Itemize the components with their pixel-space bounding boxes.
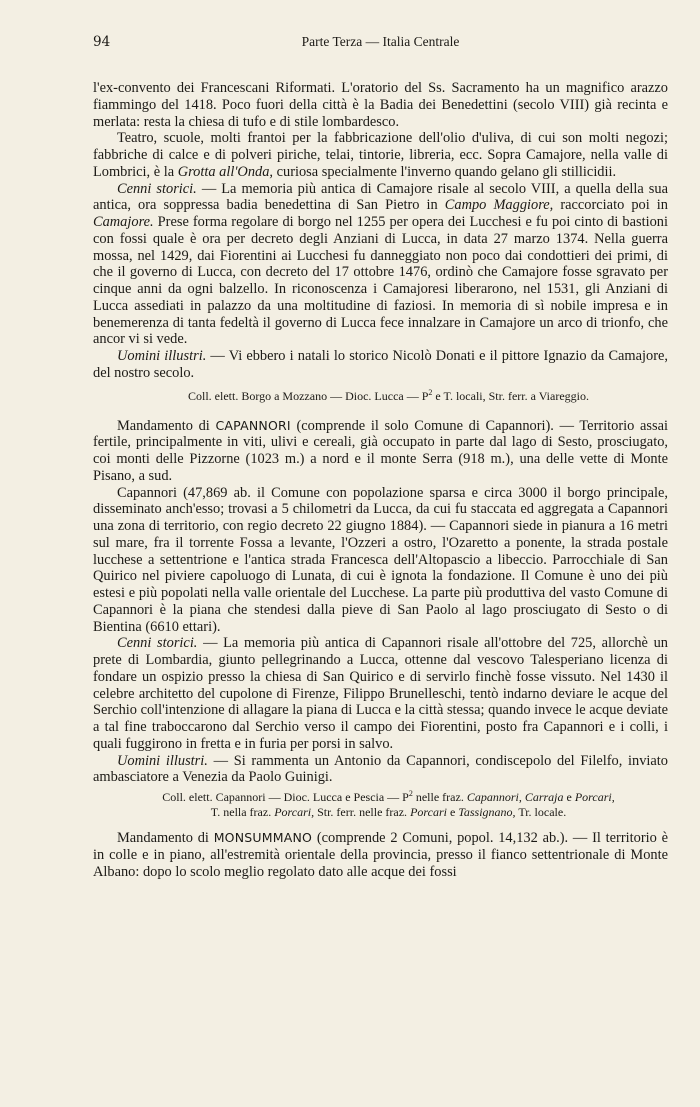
paragraph-camajore-industry: Teatro, scuole, molti frantoi per la fabbricazione dell'olio d'uliva, di cui son molti negozi; fabbriche di calce e di polveri piriche, telai, tintorie, libreria, ecc. Sopra Camajore, nella valle di Lombrici, è la Grotta all'Onda, curiosa specialmente l'inverno quando gelano gli stillicidii.: [93, 130, 668, 180]
section-monsummano: Mandamento di MONSUMMANO (comprende 2 Comuni, popol. 14,132 ab.). — Il territorio è in colle e in piano, all'estremità orientale della provincia, presso il fianco settentrionale di Monte Albano: dopo lo scolo meglio regolato dato alle acque dei fossi: [93, 830, 668, 880]
paragraph-camajore-convent: l'ex-convento dei Francescani Riformati. L'oratorio del Ss. Sacramento ha un magnifico arazzo fiammingo del 1418. Poco fuori della città è la Badia dei Benedettini (secolo VIII) già recinta e merlata: resta la chiesa di tufo e di stile lombardesco.: [93, 80, 668, 130]
paragraph-camajore-history: Cenni storici. — La memoria più antica di Camajore risale al secolo VIII, a quella della sua antica, ora soppressa badia benedettina di San Pietro in Campo Maggiore, raccorciato poi in Camajore. Prese forma regolare di borgo nel 1255 per opera dei Lucchesi e fu poi cinto di bastioni con fossi quale è ora per decreto degli Anziani di Lucca, in data 27 marzo 1374. Nella guerra mossa, nel 1429, dai Fiorentini ai Lucchesi fu danneggiato non poco dai condottieri dei primi, di che il governo di Lucca, con decreto del 17 ottobre 1476, ordinò che Camajore fosse sgravato per cinque anni da ogni balzello. In riconoscenza i Camajoresi liberarono, nel 1531, gli Anziani di Lucca assediati in palazzo da una moltitudine di faziosi. In memoria di sì nobile impresa e in benemerenza di tanta fedeltà il governo di Lucca fece innalzare in Camajore un arco di trionfo, che ancor vi si vede.: [93, 180, 668, 348]
page-header: [93, 34, 668, 54]
page-body: [93, 80, 668, 880]
paragraph-capannori-notables: Uomini illustri. — Si rammenta un Antonio da Capannori, condiscepolo del Filelfo, inviato ambasciatore a Venezia da Paolo Guinigi.: [93, 752, 668, 786]
college-note-camajore: Coll. elett. Borgo a Mozzano — Dioc. Lucca — $P^2$ e T. locali, Str. ferr. a Viareggio.: [188, 387, 589, 403]
paragraph-camajore-notables: Uomini illustri. — Vi ebbero i natali lo storico Nicolò Donati e il pittore Ignazio da Camajore, del nostro secolo.: [93, 348, 668, 381]
section-keyword-capannori: CAPANNORI: [215, 417, 291, 433]
section-keyword-monsummano: MONSUMMANO: [213, 830, 313, 845]
section-capannori: Mandamento di CAPANNORI (comprende il solo Comune di Capannori). — Territorio assai fertile, principalmente in viti, ulivi e cereali, già occupato in parte dal lago di Sesto, prosciugato, coi monti delle Pizzorne (1023 m.) a nord e il monte Serra (918 m.), una delle vette di Monte Pisano, a sud.: [93, 417, 668, 484]
paragraph-capannori-history: Cenni storici. — La memoria più antica di Capannori risale all'ottobre del 725, allorchè un prete di Lombardia, giunto pellegrinando a Lucca, ottenne dal vescovo Talesperiano licenza di fondare un ospizio presso la chiesa di San Quirico e di servirlo finchè fosse vissuto. Nel 1430 il celebre architetto del cupolone di Firenze, Filippo Brunelleschi, tentò indarno deviare le acque del Serchio coll'intenzione di allagare la piana di Lucca e la città stessa; quando invece le acque deviate a tal fine traboccarono dal Serchio verso il campo dei Fiorentini, posto fra Capannori e i colli, i quali fuggirono in fretta e in furia per porsi in salvo.: [93, 635, 668, 752]
paragraph-capannori-description: Capannori (47,869 ab. il Comune con popolazione sparsa e circa 3000 il borgo principale, disseminato anch'esso; trovasi a 5 chilometri da Lucca, da cui fu staccata ed aggregata a Capannori una zona di territorio, con regio decreto 22 giugno 1884). — Capannori siede in pianura a 16 metri sul mare, fra il torrente Fossa a levante, l'Ozzeri a ostro, l'Ozaretto a ponente, la strada postale lucchese a settentrione e l'antica strada Francesca dell'Altopascio a libeccio. Parrocchiale di San Quirico nel piviere capoluogo di Lunata, di cui è ignota la fondazione. Il Comune è uno dei più estesi e più popolati nella valle orientale del Lucchese. La parte più produttiva del vasto Comune di Capannori è la piana che stendesi dalla pieve di San Paolo al lago prosciugato di Sesto o di Bientina (6610 ettari).: [93, 484, 668, 635]
page-number: 94: [93, 34, 111, 50]
running-title: Parte Terza — Italia Centrale: [301, 34, 460, 49]
college-note-capannori: Coll. elett. Capannori — Dioc. Lucca e Pescia — $P^2$ nelle fraz. Capannori, Carraja e Porcari, T. nella fraz. Porcari, Str. ferr. nelle fraz. Porcari e Tassignano, Tr. locale.: [162, 789, 615, 819]
